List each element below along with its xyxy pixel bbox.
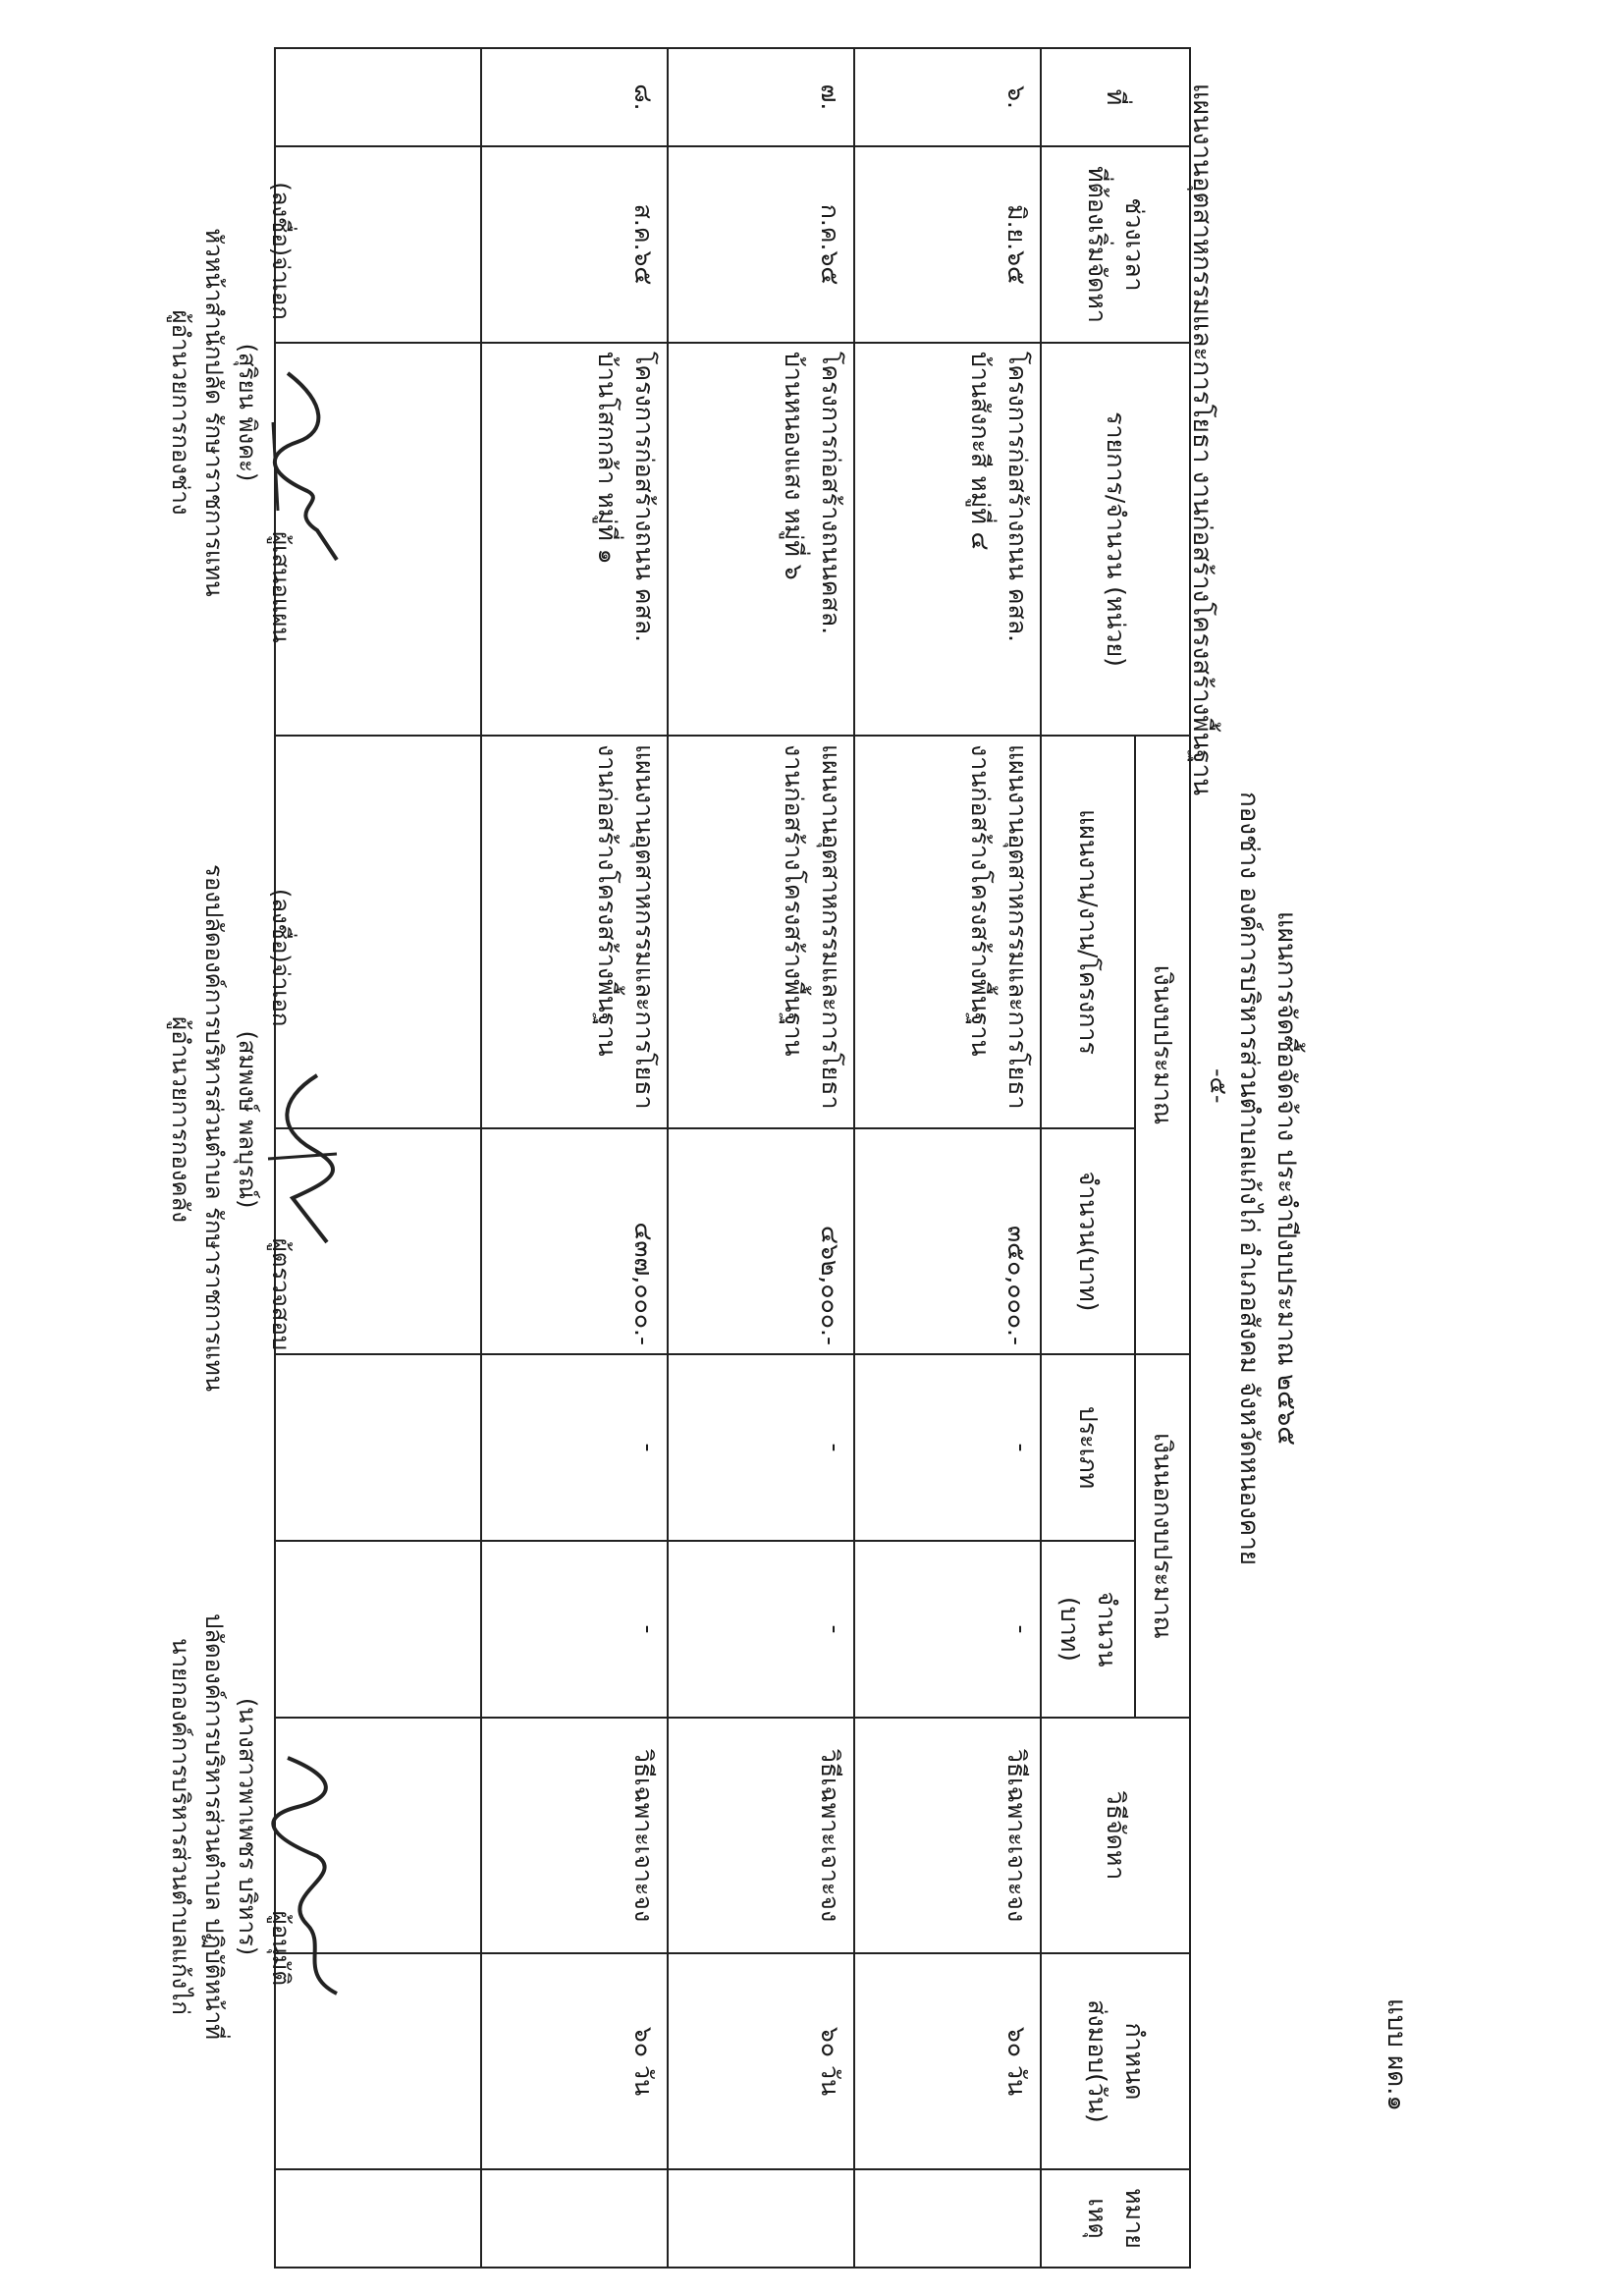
document-subtitle: กองช่าง องค์การบริหารส่วนตำบลแก้งไก่ อำเภอสังคม จังหวัดหนองคาย xyxy=(1234,791,1264,1566)
procurement-plan-table xyxy=(274,47,1191,2269)
row-period: ส.ค.๖๕ xyxy=(481,146,668,343)
row-type: - xyxy=(854,1354,1041,1541)
row-remark xyxy=(854,2169,1041,2268)
signatory-position-2: ผู้อำนวยการกองช่าง xyxy=(167,309,194,516)
empty-cell xyxy=(275,1354,481,1541)
table-row xyxy=(481,48,668,2268)
row-period: มิ.ย.๖๕ xyxy=(854,146,1041,343)
header-period-line-1: ช่วงเวลา xyxy=(1120,197,1149,292)
empty-cell xyxy=(275,2169,481,2268)
row-deadline: ๖๐ วัน xyxy=(668,1953,854,2169)
header-remark-line-1: หมาย xyxy=(1120,2188,1149,2249)
signature-role: ผู้เสนอแผน xyxy=(267,531,295,643)
row-item xyxy=(854,343,1041,736)
header-deadline-line-1: กำหนด xyxy=(1120,2022,1149,2101)
row-item-line-2: บ้านหนองแสง หมู่ที่ ๖ xyxy=(780,352,808,580)
empty-cell xyxy=(275,146,481,343)
row-plan-line-1: แผนงานอุตสาหกรรมและการโยธา xyxy=(1003,744,1032,1110)
header-amount: จำนวน(บาท) xyxy=(1041,1128,1135,1354)
row-off-amount: - xyxy=(854,1541,1041,1718)
row-remark xyxy=(481,2169,668,2268)
row-amount: ๔๓๗,๐๐๐.- xyxy=(481,1128,668,1354)
row-amount: ๔๖๒,๐๐๐.- xyxy=(668,1128,854,1354)
row-deadline: ๖๐ วัน xyxy=(481,1953,668,2169)
signature-role: ผู้ตรวจสอบ xyxy=(267,1237,295,1351)
row-plan xyxy=(668,736,854,1128)
row-no: ๗. xyxy=(668,48,854,146)
row-item-line-1: โครงการก่อสร้างถนนคสล. xyxy=(817,352,845,635)
header-period-line-2: ที่ต้องเริ่มจัดหา xyxy=(1083,166,1111,323)
row-item-line-2: บ้านโสกกล้า หมู่ที่ ๑ xyxy=(593,352,622,565)
row-period: ก.ค.๖๕ xyxy=(668,146,854,343)
header-item: รายการ/จำนวน (หน่วย) xyxy=(1041,343,1190,736)
signatory-position-1: ปลัดองค์การบริหารส่วนตำบล ปฏิบัติหน้าที่ xyxy=(200,1613,228,2040)
row-no: ๘. xyxy=(481,48,668,146)
signature-role: ผู้อนุมัติ xyxy=(267,1910,295,1986)
row-plan-line-1: แผนงานอุตสาหกรรมและการโยธา xyxy=(630,744,659,1110)
row-remark xyxy=(668,2169,854,2268)
row-plan-line-1: แผนงานอุตสาหกรรมและการโยธา xyxy=(817,744,845,1110)
row-no: ๖. xyxy=(854,48,1041,146)
header-no: ที่ xyxy=(1041,48,1190,146)
header-deadline xyxy=(1041,1953,1190,2169)
handwritten-signature-icon xyxy=(258,1748,356,2003)
plan-caption: แผนงานอุตสาหกรรมและการโยธา งานก่อสร้างโครงสร้างพื้นฐาน xyxy=(1187,83,1217,795)
header-period xyxy=(1041,146,1190,343)
signatory-name: (สมพงษ์ พลบุรณ์) xyxy=(234,1030,261,1209)
handwritten-signature-icon xyxy=(258,1061,347,1257)
table-row xyxy=(854,48,1041,2268)
row-amount: ๓๕๐,๐๐๐.- xyxy=(854,1128,1041,1354)
row-method: วิธีเฉพาะเจาะจง xyxy=(481,1718,668,1953)
document-title: แผนการจัดซื้อจัดจ้าง ประจำปีงบประมาณ ๒๕๖๕ xyxy=(1271,911,1301,1446)
header-off-amount xyxy=(1041,1541,1135,1718)
plan-table-body xyxy=(275,48,1041,2268)
signatory-position-2: ผู้อำนวยการกองคลัง xyxy=(167,1016,194,1223)
row-type: - xyxy=(481,1354,668,1541)
row-item-line-1: โครงการก่อสร้างถนน คสล. xyxy=(1003,352,1032,642)
row-plan-line-2: งานก่อสร้างโครงสร้างพื้นฐาน xyxy=(780,744,808,1057)
row-item-line-2: บ้านสังกะสี หมู่ที่ ๔ xyxy=(966,352,995,551)
header-plan: แผนงาน/งาน/โครงการ xyxy=(1041,736,1135,1128)
signature-prefix: (ลงชื่อ)จ่าเอก xyxy=(267,888,295,1027)
header-offbudget-group: เงินนอกงบประมาณ xyxy=(1135,1354,1190,1718)
header-off-amount-line-1: จำนวน xyxy=(1093,1591,1121,1667)
row-plan-line-2: งานก่อสร้างโครงสร้างพื้นฐาน xyxy=(966,744,995,1057)
header-type: ประเภท xyxy=(1041,1354,1135,1541)
signatory-position-2: นายกองค์การบริหารส่วนตำบลแก้งไก่ xyxy=(167,1638,194,2015)
header-method: วิธีจัดหา xyxy=(1041,1718,1190,1953)
signatory-position-1: รองปลัดองค์การบริหารส่วนตำบล รักษาราชการแทน xyxy=(200,864,228,1393)
header-budget-group: เงินงบประมาณ xyxy=(1135,736,1190,1354)
row-plan xyxy=(481,736,668,1128)
table-row xyxy=(668,48,854,2268)
row-item xyxy=(481,343,668,736)
header-remark xyxy=(1041,2169,1190,2268)
signatory-name: (สุริยน พิงคะ) xyxy=(234,343,261,482)
handwritten-signature-icon xyxy=(258,363,347,570)
row-plan xyxy=(854,736,1041,1128)
page-number: -๕- xyxy=(1205,1068,1232,1104)
row-deadline: ๖๐ วัน xyxy=(854,1953,1041,2169)
signatory-position-1: หัวหน้าสำนักปลัด รักษาราชการแทน xyxy=(200,228,228,597)
header-deadline-line-2: ส่งมอบ(วัน) xyxy=(1083,1999,1111,2123)
row-plan-line-2: งานก่อสร้างโครงสร้างพื้นฐาน xyxy=(593,744,622,1057)
header-off-amount-line-2: (บาท) xyxy=(1055,1597,1084,1662)
signatory-name: (นางสาวพาเพชร บริหาร) xyxy=(234,1697,261,1956)
empty-cell xyxy=(275,1541,481,1718)
row-method: วิธีเฉพาะเจาะจง xyxy=(854,1718,1041,1953)
row-item-line-1: โครงการก่อสร้างถนน คสล. xyxy=(630,352,659,642)
form-code: แบบ ผด.๑ xyxy=(1381,1998,1411,2111)
empty-cell xyxy=(275,48,481,146)
row-type: - xyxy=(668,1354,854,1541)
signature-prefix: (ลงชื่อ)จ่าเอก xyxy=(267,182,295,320)
row-off-amount: - xyxy=(481,1541,668,1718)
header-remark-line-2: เหตุ xyxy=(1083,2198,1111,2239)
row-method: วิธีเฉพาะเจาะจง xyxy=(668,1718,854,1953)
row-item xyxy=(668,343,854,736)
row-off-amount: - xyxy=(668,1541,854,1718)
